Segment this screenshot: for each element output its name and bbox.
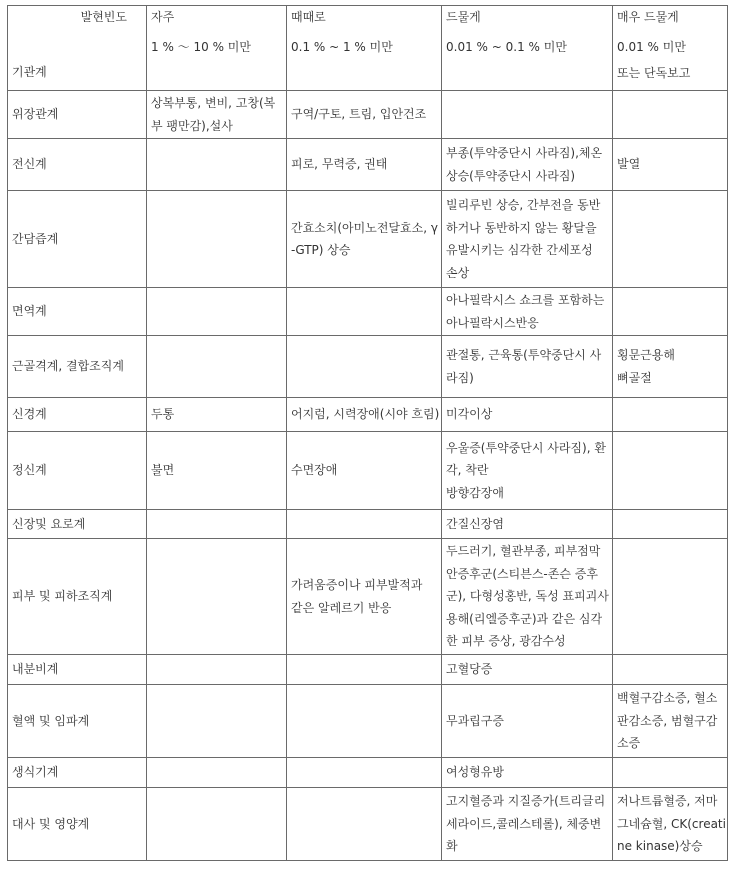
header-common xyxy=(147,6,287,91)
column-range: 1 % ～ 10 % 미만 xyxy=(151,39,251,54)
very-rare-frequency-cell: 백혈구감소증, 혈소 판감소증, 범혈구감 소증 xyxy=(613,685,728,758)
header-rare xyxy=(442,6,613,91)
organ-system-cell: 생식기계 xyxy=(8,758,147,788)
uncommon-frequency-cell xyxy=(287,336,442,398)
uncommon-frequency-cell xyxy=(287,655,442,685)
rare-frequency-cell: 관절통, 근육통(투약중단시 사 라짐) xyxy=(442,336,613,398)
header-row xyxy=(8,6,728,91)
row-general xyxy=(8,139,728,191)
row-reproductive xyxy=(8,758,728,788)
rare-frequency-cell: 고지혈증과 지질증가(트리글리 세라이드,콜레스테롤), 체중변 화 xyxy=(442,788,613,861)
organ-system-cell: 신장및 요로계 xyxy=(8,510,147,539)
rare-frequency-cell: 우울증(투약중단시 사라짐), 환 각, 착란 방향감장애 xyxy=(442,432,613,510)
row-metabolism-nutrition xyxy=(8,788,728,861)
rare-frequency-cell: 무과립구증 xyxy=(442,685,613,758)
header-uncommon xyxy=(287,6,442,91)
common-frequency-cell xyxy=(147,336,287,398)
common-frequency-cell xyxy=(147,655,287,685)
rare-frequency-cell xyxy=(442,91,613,139)
row-renal-urinary xyxy=(8,510,728,539)
common-frequency-cell xyxy=(147,191,287,288)
uncommon-frequency-cell: 피로, 무력증, 권태 xyxy=(287,139,442,191)
uncommon-frequency-cell: 가려움증이나 피부발적과 같은 알레르기 반응 xyxy=(287,539,442,655)
uncommon-frequency-cell xyxy=(287,758,442,788)
rare-frequency-cell: 고혈당증 xyxy=(442,655,613,685)
header-corner xyxy=(12,6,145,89)
common-frequency-cell xyxy=(147,139,287,191)
organ-system-cell: 신경계 xyxy=(8,398,147,432)
uncommon-frequency-cell xyxy=(287,788,442,861)
rare-frequency-cell: 미각이상 xyxy=(442,398,613,432)
very-rare-frequency-cell xyxy=(613,398,728,432)
organ-system-cell: 내분비계 xyxy=(8,655,147,685)
very-rare-frequency-cell: 횡문근용해 뼈골절 xyxy=(613,336,728,398)
row-skin xyxy=(8,539,728,655)
very-rare-frequency-cell xyxy=(613,655,728,685)
row-musculoskeletal xyxy=(8,336,728,398)
column-title: 매우 드물게 xyxy=(617,10,679,24)
very-rare-frequency-cell: 저나트륨혈증, 저마 그네슘혈, CK(creati ne kinase)상승 xyxy=(613,788,728,861)
row-immune xyxy=(8,288,728,336)
row-gastrointestinal xyxy=(8,91,728,139)
frequency-label: 발현빈도 xyxy=(80,10,127,24)
column-title: 때때로 xyxy=(291,10,326,24)
organ-system-cell: 정신계 xyxy=(8,432,147,510)
very-rare-frequency-cell xyxy=(613,288,728,336)
column-title: 자주 xyxy=(151,10,175,24)
common-frequency-cell xyxy=(147,510,287,539)
very-rare-frequency-cell xyxy=(613,191,728,288)
rare-frequency-cell: 여성형유방 xyxy=(442,758,613,788)
organ-system-cell: 근골격계, 결합조직계 xyxy=(8,336,147,398)
rare-frequency-cell: 두드러기, 혈관부종, 피부점막 안증후군(스티븐스-존슨 증후 군), 다형성홍반, 독성 표피괴사 용해(리엘증후군)과 같은 심각 한 피부 증상, 광감수성 xyxy=(442,539,613,655)
uncommon-frequency-cell xyxy=(287,510,442,539)
uncommon-frequency-cell: 어지럼, 시력장애(시야 흐림) xyxy=(287,398,442,432)
row-blood-lymphatic xyxy=(8,685,728,758)
common-frequency-cell xyxy=(147,788,287,861)
column-note: 또는 단독보고 xyxy=(617,66,691,80)
uncommon-frequency-cell xyxy=(287,288,442,336)
row-psychiatric xyxy=(8,432,728,510)
organ-system-cell: 피부 및 피하조직계 xyxy=(8,539,147,655)
organ-system-label: 기관계 xyxy=(12,64,47,79)
common-frequency-cell xyxy=(147,539,287,655)
row-nervous xyxy=(8,398,728,432)
organ-system-cell: 전신계 xyxy=(8,139,147,191)
organ-system-cell: 대사 및 영양계 xyxy=(8,788,147,861)
row-hepatobiliary xyxy=(8,191,728,288)
column-range: 0.01 % 미만 xyxy=(617,39,686,54)
common-frequency-cell: 두통 xyxy=(147,398,287,432)
very-rare-frequency-cell xyxy=(613,432,728,510)
uncommon-frequency-cell: 구역/구토, 트림, 입안건조 xyxy=(287,91,442,139)
organ-system-cell: 위장관계 xyxy=(8,91,147,139)
very-rare-frequency-cell xyxy=(613,758,728,788)
adverse-reaction-table xyxy=(7,5,728,861)
common-frequency-cell xyxy=(147,685,287,758)
common-frequency-cell xyxy=(147,758,287,788)
very-rare-frequency-cell xyxy=(613,91,728,139)
organ-system-cell: 면역계 xyxy=(8,288,147,336)
common-frequency-cell: 상복부통, 변비, 고창(복 부 팽만감),설사 xyxy=(147,91,287,139)
rare-frequency-cell: 빌리루빈 상승, 간부전을 동반 하거나 동반하지 않는 황달을 유발시키는 심각한 간세포성 손상 xyxy=(442,191,613,288)
column-title: 드물게 xyxy=(446,10,481,24)
header-corner-cell xyxy=(8,6,147,91)
common-frequency-cell: 불면 xyxy=(147,432,287,510)
very-rare-frequency-cell: 발열 xyxy=(613,139,728,191)
rare-frequency-cell: 부종(투약중단시 사라짐),체온 상승(투약중단시 사라짐) xyxy=(442,139,613,191)
uncommon-frequency-cell: 수면장애 xyxy=(287,432,442,510)
uncommon-frequency-cell xyxy=(287,685,442,758)
very-rare-frequency-cell xyxy=(613,539,728,655)
common-frequency-cell xyxy=(147,288,287,336)
organ-system-cell: 간담즙계 xyxy=(8,191,147,288)
header-very-rare xyxy=(613,6,728,91)
organ-system-cell: 혈액 및 임파계 xyxy=(8,685,147,758)
column-range: 0.1 % ~ 1 % 미만 xyxy=(291,39,393,54)
very-rare-frequency-cell xyxy=(613,510,728,539)
column-range: 0.01 % ~ 0.1 % 미만 xyxy=(446,39,567,54)
rare-frequency-cell: 간질신장염 xyxy=(442,510,613,539)
rare-frequency-cell: 아나필락시스 쇼크를 포함하는 아나필락시스반응 xyxy=(442,288,613,336)
row-endocrine xyxy=(8,655,728,685)
uncommon-frequency-cell: 간효소치(아미노전달효소, γ -GTP) 상승 xyxy=(287,191,442,288)
